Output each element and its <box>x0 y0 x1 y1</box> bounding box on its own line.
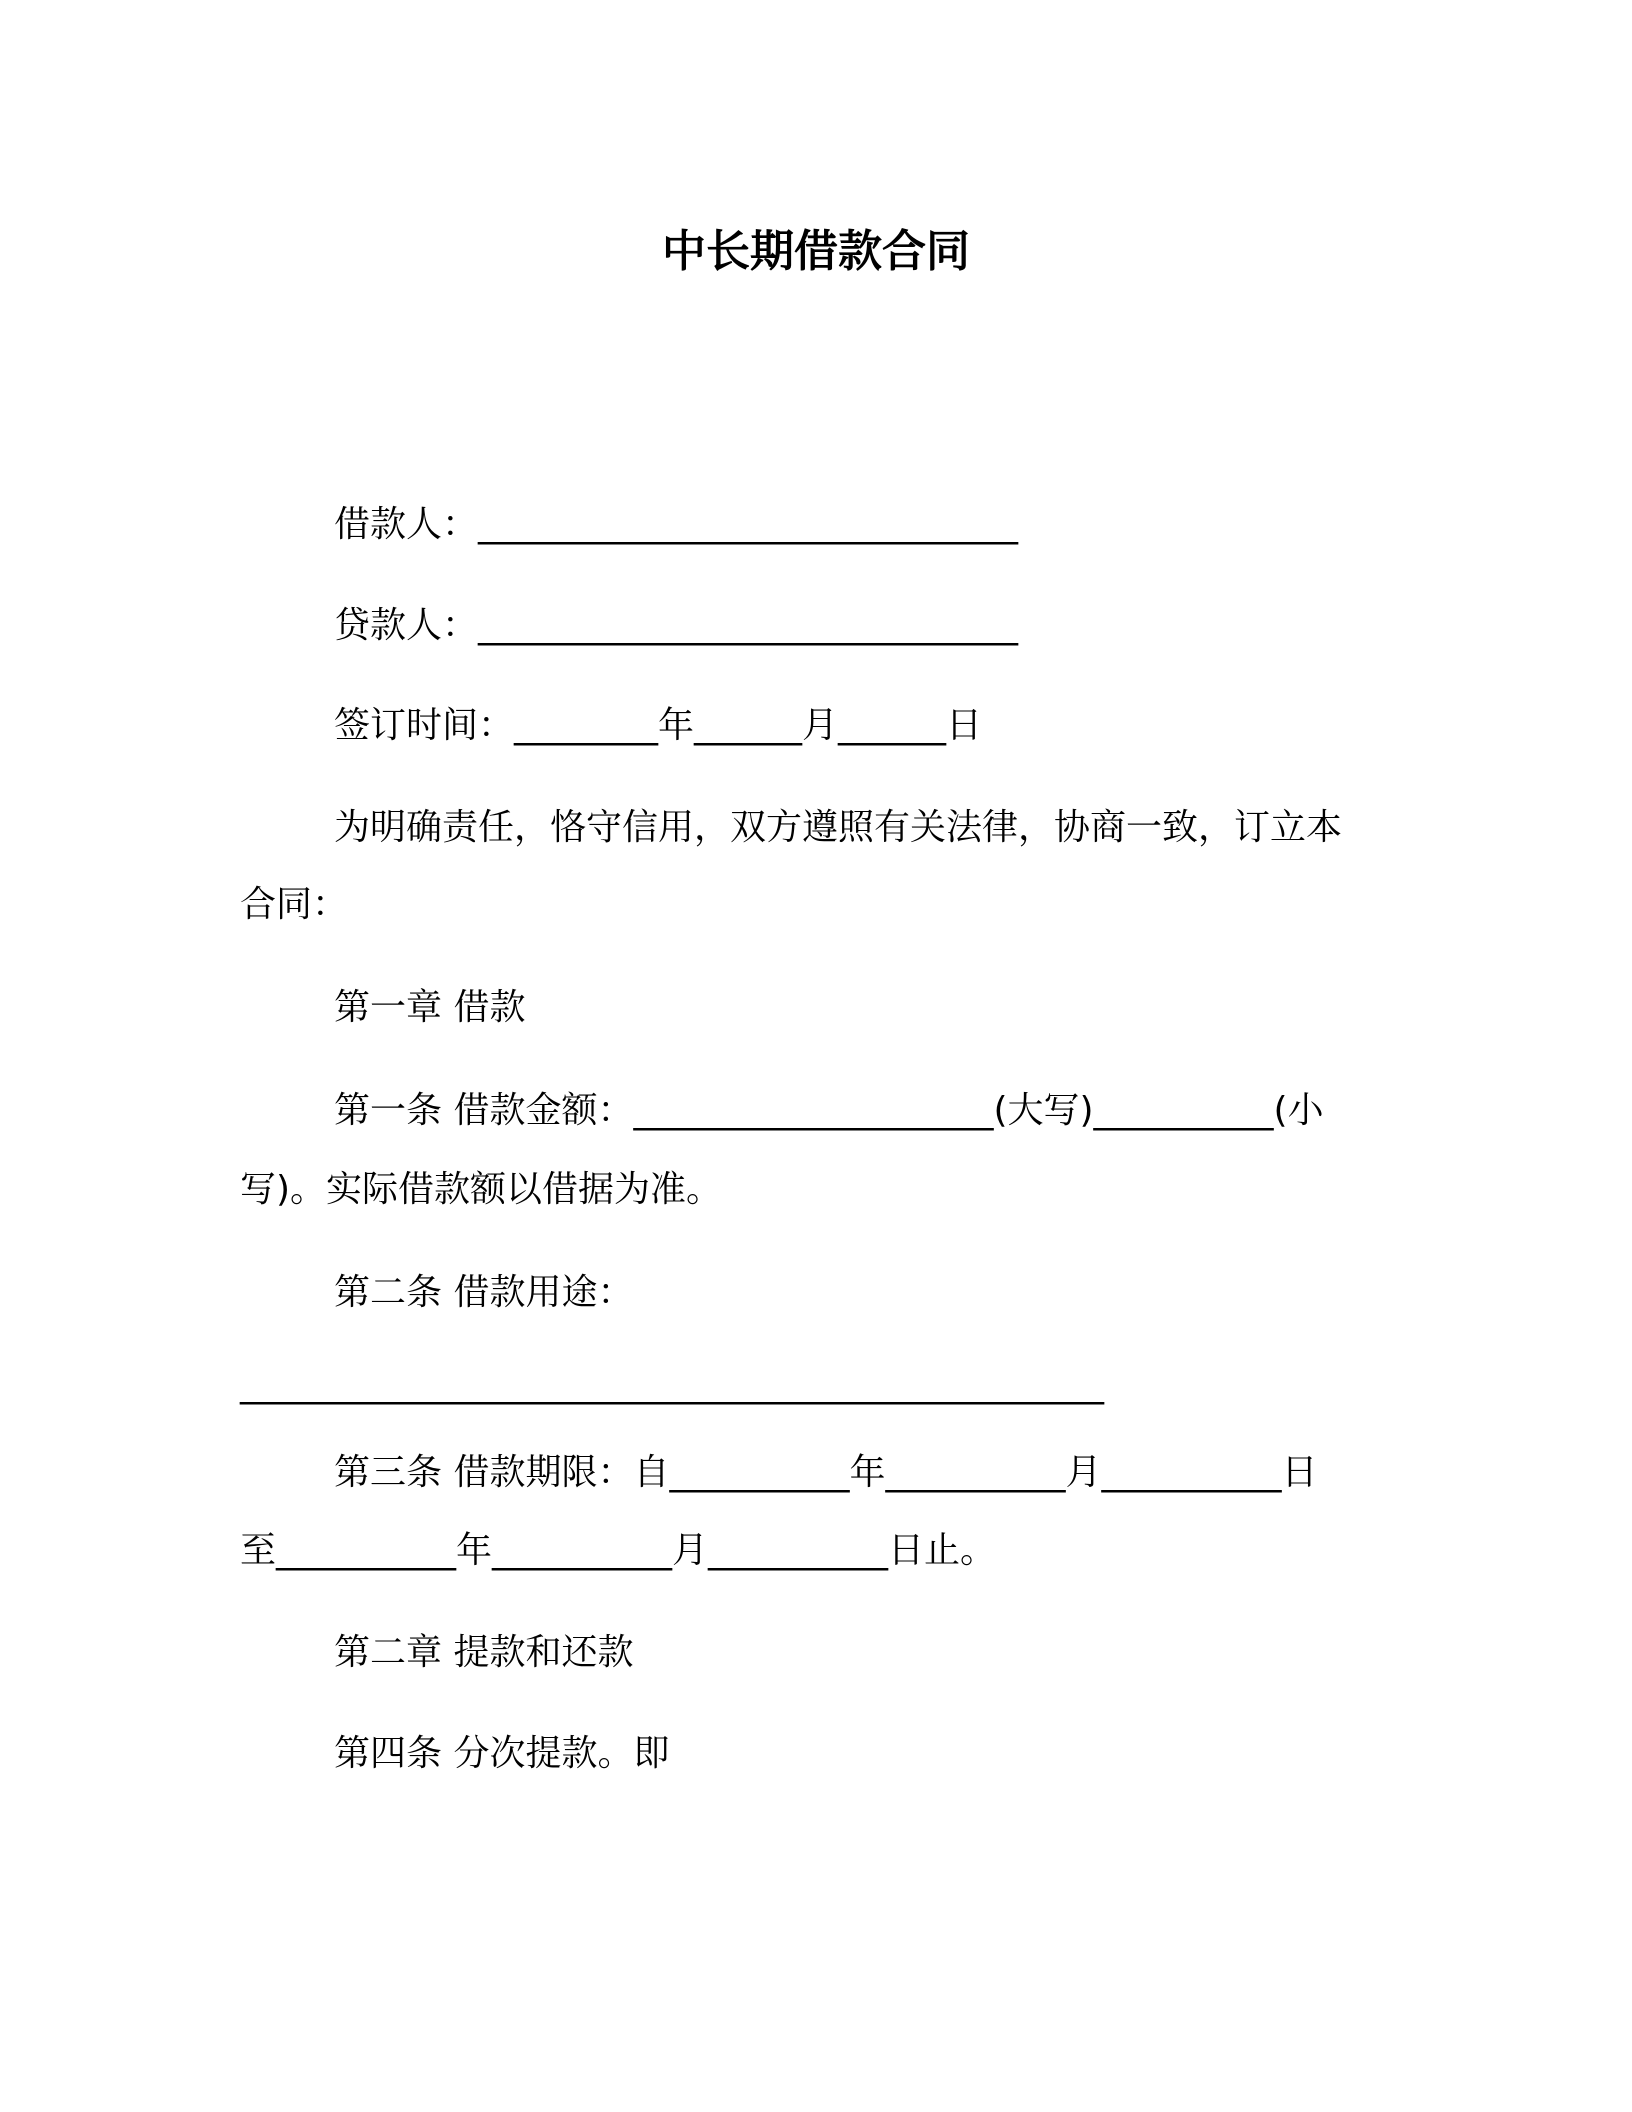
borrower-line: 借款人：______________________________ <box>334 504 1019 545</box>
article-1-line-1: 第一条 借款金额：____________________(大写)__________(小 <box>334 1090 1324 1131</box>
article-4-line-1: 第四条 分次提款。即 <box>334 1733 670 1774</box>
article-3-line-1: 第三条 借款期限：自__________年__________月__________日 <box>334 1452 1318 1493</box>
article-2-blank-line: ________________________________________________ <box>240 1364 1104 1405</box>
document-title: 中长期借款合同 <box>662 226 970 277</box>
article-2-line-1: 第二条 借款用途： <box>334 1272 634 1313</box>
preamble-line-1: 为明确责任，恪守信用，双方遵照有关法律，协商一致，订立本 <box>334 807 1343 848</box>
preamble-line-2: 合同： <box>240 884 349 925</box>
chapter-1-heading: 第一章 借款 <box>334 987 526 1028</box>
article-1-line-2: 写)。实际借款额以借据为准。 <box>240 1169 723 1210</box>
article-3-line-2: 至__________年__________月__________日止。 <box>240 1530 997 1571</box>
signing-date-line: 签订时间：________年______月______日 <box>334 705 983 746</box>
lender-line: 贷款人：______________________________ <box>334 605 1019 646</box>
chapter-2-heading: 第二章 提款和还款 <box>334 1632 634 1673</box>
